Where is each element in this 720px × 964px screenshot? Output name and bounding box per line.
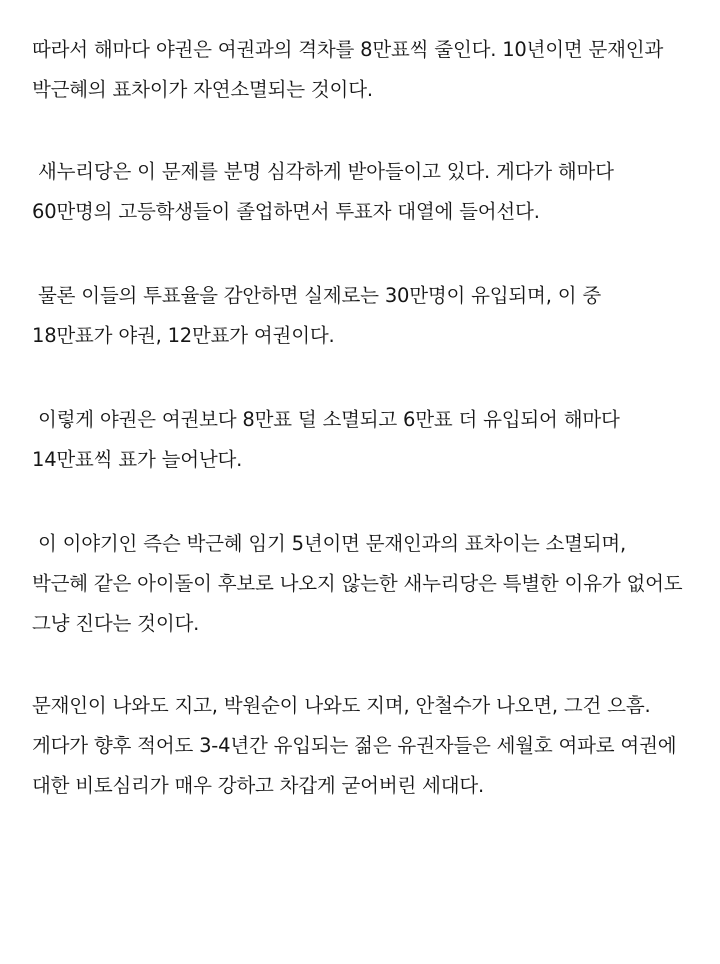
paragraph-2: 새누리당은 이 문제를 분명 심각하게 받아들이고 있다. 게다가 해마다 60만명의 고등학생들이 졸업하면서 투표자 대열에 들어선다. <box>32 160 620 223</box>
paragraph-4: 이렇게 야권은 여권보다 8만표 덜 소멸되고 6만표 더 유입되어 해마다 14만표씩 표가 늘어난다. <box>32 408 626 471</box>
paragraph-1: 따라서 해마다 야권은 여권과의 격차를 8만표씩 줄인다. 10년이면 문재인과 박근혜의 표차이가 자연소멸되는 것이다. <box>32 38 670 101</box>
paragraph-spacer <box>32 480 684 524</box>
paragraph-spacer <box>32 110 684 152</box>
paragraph-spacer <box>32 232 684 276</box>
paragraph-6: 문재인이 나와도 지고, 박원순이 나와도 지며, 안철수가 나오면, 그건 으흠. 게다가 향후 적어도 3-4년간 유입되는 젊은 유권자들은 세월호 여파로 여권에 대한 비토심리가 매우 강하고 차갑게 굳어버린 세대다. <box>32 694 683 797</box>
document-body <box>32 30 689 806</box>
paragraph-3: 물론 이들의 투표율을 감안하면 실제로는 30만명이 유입되며, 이 중 18만표가 야권, 12만표가 여권이다. <box>32 284 607 347</box>
paragraph-spacer <box>32 644 684 686</box>
paragraph-5: 이 이야기인 즉슨 박근혜 임기 5년이면 문재인과의 표차이는 소멸되며, 박근혜 같은 아이돌이 후보로 나오지 않는한 새누리당은 특별한 이유가 없어도 그냥 진다는 것이다. <box>32 532 689 635</box>
paragraph-spacer <box>32 356 684 400</box>
